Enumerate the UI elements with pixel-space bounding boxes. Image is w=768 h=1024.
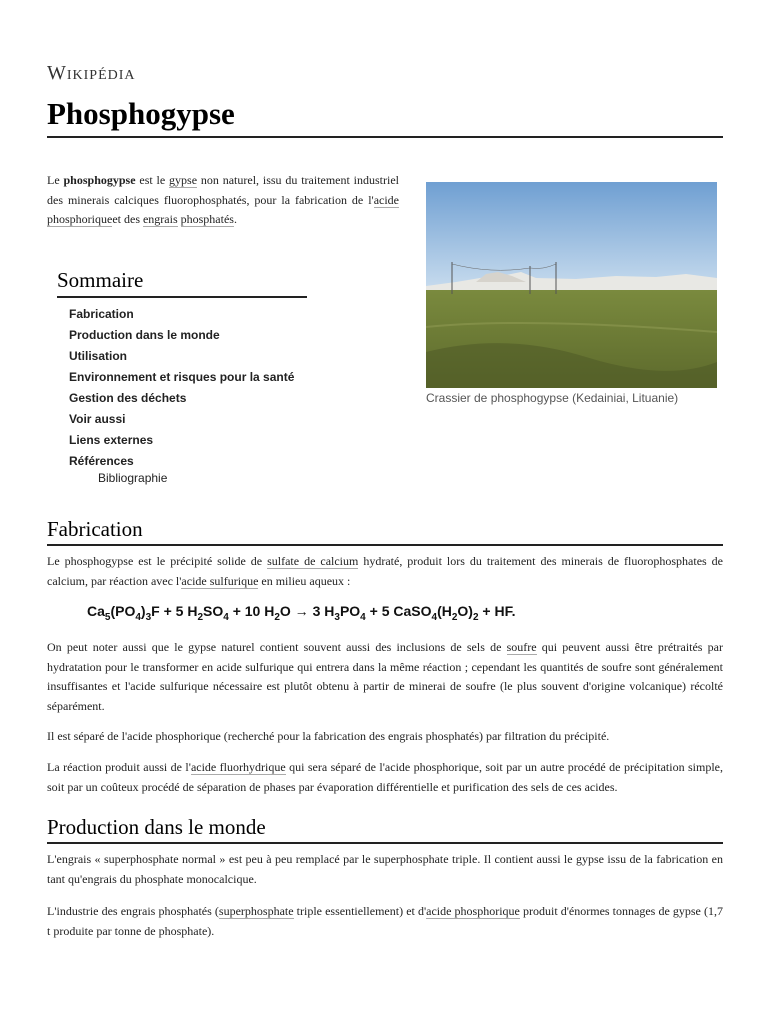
intro-paragraph bbox=[47, 171, 399, 230]
chemical-equation: $Ca_5(PO_4)_3F + 5$ $H_2SO_4 + 10$ $H_2O \to 3$ $H_3PO_4 + 5$ $CaSO_4(H_2O)_2$ + HF. bbox=[87, 603, 516, 623]
toc-item-production[interactable]: Production dans le monde bbox=[69, 328, 220, 342]
table-of-contents bbox=[57, 268, 307, 485]
infobox-figure bbox=[426, 182, 717, 405]
link-gypse[interactable]: gypse bbox=[169, 173, 198, 187]
paragraph-text: qui peuvent aussi être prétraités par hydratation pour le transformer en acide sulfurique qui entrera dans la même réaction ; cependant les quantités de soufre sont généralement insuffisantes et l'acide sulfurique nécessaire est plutôt obtenu à partir de minerai de soufre (le plus souvent d'origine volcanique) récolté séparément. bbox=[47, 640, 723, 713]
link-acide-sulfurique[interactable]: acide sulfurique bbox=[181, 573, 259, 588]
toc-list bbox=[57, 304, 307, 485]
intro-text: et des bbox=[112, 212, 143, 226]
intro-bold-term: phosphogypse bbox=[63, 173, 136, 187]
fabrication-paragraph-4 bbox=[47, 758, 723, 797]
toc-item-environnement[interactable]: Environnement et risques pour la santé bbox=[69, 370, 295, 384]
intro-text: . bbox=[233, 212, 237, 226]
intro-text: Le bbox=[47, 173, 64, 187]
link-soufre[interactable]: soufre bbox=[506, 640, 537, 654]
paragraph-text: La réaction produit aussi de l' bbox=[47, 760, 191, 774]
fabrication-paragraph-2 bbox=[47, 638, 723, 716]
toc-item-fabrication[interactable]: Fabrication bbox=[69, 307, 134, 321]
link-engrais[interactable]: engrais bbox=[142, 212, 178, 226]
paragraph-text: Le phosphogypse est le précipité solide de bbox=[47, 554, 268, 568]
paragraph-text: qui sera séparé de l'acide phosphorique, soit par un autre procédé de précipitation simple, soit par un coûteux procédé de séparation de phases par évaporation différentielle et purification des sels de ces acides. bbox=[47, 760, 724, 794]
page-title: Phosphogypse bbox=[47, 96, 723, 138]
fabrication-paragraph-3: Il est séparé de l'acide phosphorique (recherché pour la fabrication des engrais phosphatés) par filtration du précipité. bbox=[47, 729, 610, 743]
paragraph-text: triple essentiellement) et d' bbox=[293, 904, 427, 918]
intro-text: est le bbox=[135, 173, 170, 187]
toc-item-references[interactable]: Références bbox=[69, 454, 134, 468]
toc-subitem-bibliographie[interactable]: Bibliographie bbox=[98, 471, 168, 485]
toc-item-gestion-dechets[interactable]: Gestion des déchets bbox=[69, 391, 187, 405]
link-superphosphate[interactable]: superphosphate bbox=[218, 904, 294, 918]
section-heading-fabrication: Fabrication bbox=[47, 517, 723, 546]
intro-text: non naturel, issu du traitement industriel des minerais calciques fluorophosphatés, pour la fabrication de l' bbox=[47, 173, 400, 207]
link-acide-phosphorique[interactable]: acide phosphorique bbox=[47, 192, 399, 226]
paragraph-text: On peut noter aussi que le gypse naturel contient souvent aussi des inclusions de sels de bbox=[47, 640, 507, 654]
toc-item-liens-externes[interactable]: Liens externes bbox=[69, 433, 154, 447]
fabrication-paragraph-1 bbox=[47, 552, 723, 591]
toc-title: Sommaire bbox=[57, 268, 307, 298]
link-sulfate-de-calcium[interactable]: sulfate de calcium bbox=[267, 554, 359, 568]
link-phosphates[interactable]: phosphatés bbox=[180, 212, 234, 226]
figure-caption: Crassier de phosphogypse (Kedainiai, Lituanie) bbox=[426, 391, 679, 405]
toc-item-utilisation[interactable]: Utilisation bbox=[69, 349, 128, 363]
production-paragraph-2 bbox=[47, 902, 723, 941]
landscape-image bbox=[426, 182, 717, 388]
link-acide-fluorhydrique[interactable]: acide fluorhydrique bbox=[190, 760, 286, 774]
production-paragraph-1: L'engrais « superphosphate normal » est peu à peu remplacé par le superphosphate triple. Il contient aussi le gypse issu de la fabrication en tant qu'engrais du phosphate monocalcique. bbox=[47, 852, 723, 886]
toc-item-voir-aussi[interactable]: Voir aussi bbox=[69, 412, 126, 426]
link-acide-phosphorique-2[interactable]: acide phosphorique bbox=[426, 904, 520, 918]
landscape-photo[interactable] bbox=[426, 182, 717, 388]
paragraph-text: produit d'énormes tonnages de gypse (1,7 t produite par tonne de phosphate). bbox=[47, 904, 723, 938]
paragraph-text: hydraté, produit lors du traitement des minerais de fluorophosphates de calcium, par réaction avec l' bbox=[47, 554, 724, 588]
paragraph-text: L'industrie des engrais phosphatés ( bbox=[47, 904, 219, 918]
paragraph-text: en milieu aqueux : bbox=[258, 573, 351, 588]
section-heading-production: Production dans le monde bbox=[47, 815, 723, 844]
wikipedia-wordmark[interactable]: Wikipédia bbox=[47, 62, 136, 84]
